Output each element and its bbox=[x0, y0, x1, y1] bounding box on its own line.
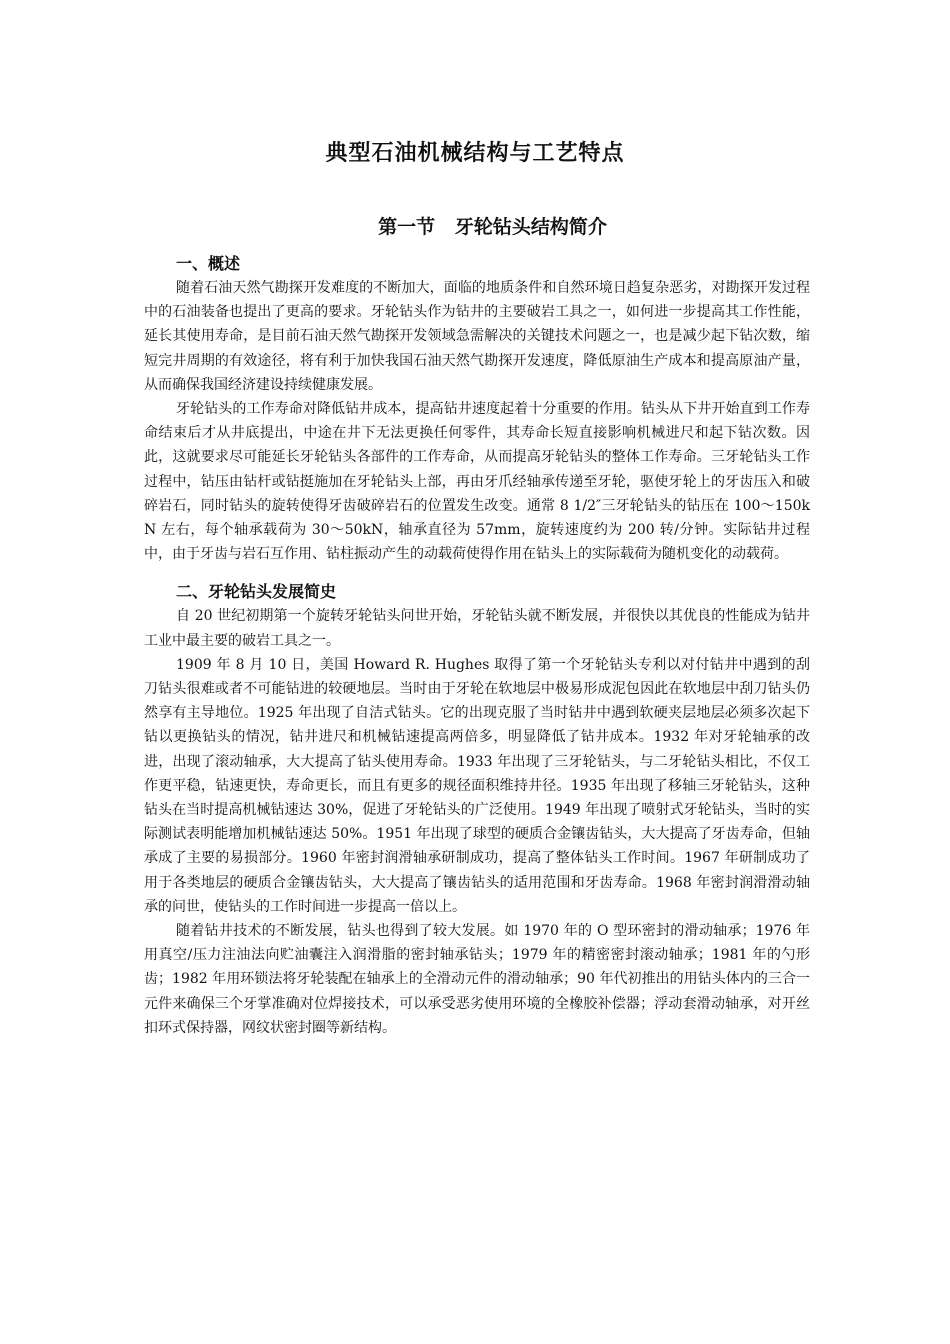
subsection-heading-overview: 一、概述 bbox=[176, 254, 241, 273]
paragraph: 随着石油天然气勘探开发难度的不断加大，面临的地质条件和自然环境日趋复杂恶劣，对勘探开发过程中的石油装备也提出了更高的要求。牙轮钻头作为钻井的主要破岩工具之一，如何进一步提高其工作性能，延长其使用寿命，是目前石油天然气勘探开发领域急需解决的关键技术问题之一，也是减少起下钻次数，缩短完井周期的有效途径，将有利于加快我国石油天然气勘探开发速度，降低原油生产成本和提高原油产量，从而确保我国经济建设持续健康发展。 bbox=[144, 280, 810, 393]
paragraph: 牙轮钻头的工作寿命对降低钻井成本，提高钻井速度起着十分重要的作用。钻头从下井开始直到工作寿命结束后才从井底提出，中途在井下无法更换任何零件，其寿命长短直接影响机械进尺和起下钻次数。因此，这就要求尽可能延长牙轮钻头各部件的工作寿命，从而提高牙轮钻头的整体工作寿命。三牙轮钻头工作过程中，钻压由钻杆或钻挺施加在牙轮钻头上部，再由牙爪经轴承传递至牙轮，驱使牙轮上的牙齿压入和破碎岩石，同时钻头的旋转使得牙齿破碎岩石的位置发生改变。通常 8 1/2″三牙轮钻头的钻压在 100～150kN 左右，每个轴承载荷为 30～50kN，轴承直径为 57mm，旋转速度约为 200 转/分钟。实际钻井过程中，由于牙齿与岩石互作用、钻柱振动产生的动载荷使得作用在钻头上的实际载荷为随机变化的动载荷。 bbox=[144, 401, 810, 563]
paragraph: 自 20 世纪初期第一个旋转牙轮钻头问世开始，牙轮钻头就不断发展，并很快以其优良的性能成为钻井工业中最主要的破岩工具之一。 bbox=[144, 608, 810, 649]
section-title: 第一节 牙轮钻头结构简介 bbox=[378, 216, 607, 238]
paragraph: 1909 年 8 月 10 日，美国 Howard R. Hughes 取得了第一个牙轮钻头专利以对付钻井中遇到的刮刀钻头很难或者不可能钻进的较硬地层。当时由于牙轮在软地层中极易形成泥包因此在软地层中刮刀钻头仍然享有主导地位。1925 年出现了自洁式钻头。它的出现克服了当时钻井中遇到软硬夹层地层必须多次起下钻以更换钻头的情况，钻井进尺和机械钻速提高两倍多，明显降低了钻井成本。1932 年对牙轮轴承的改进，出现了滚动轴承，大大提高了钻头使用寿命。1933 年出现了三牙轮钻头，与二牙轮钻头相比，不仅工作更平稳，钻速更快，寿命更长，而且有更多的规径面积维持井径。1935 年出现了移轴三牙轮钻头，这种钻头在当时提高机械钻速达 30%，促进了牙轮钻头的广泛使用。1949 年出现了喷射式牙轮钻头，当时的实际测试表明能增加机械钻速达 50%。1951 年出现了球型的硬质合金镶齿钻头，大大提高了牙齿寿命，但轴承成了主要的易损部分。1960 年密封润滑轴承研制成功，提高了整体钻头工作时间。1967 年研制成功了用于各类地层的硬质合金镶齿钻头，大大提高了镶齿钻头的适用范围和牙齿寿命。1968 年密封润滑滑动轴承的问世，使钻头的工作时间进一步提高一倍以上。 bbox=[144, 656, 810, 915]
subsection-heading-history: 二、牙轮钻头发展简史 bbox=[176, 582, 337, 602]
document-title: 典型石油机械结构与工艺特点 bbox=[325, 141, 625, 166]
paragraph: 随着钻井技术的不断发展，钻头也得到了较大发展。如 1970 年的 O 型环密封的滑动轴承；1976 年用真空/压力注油法向贮油囊注入润滑脂的密封轴承钻头；1979 年的精密密封滚动轴承；1981 年的勺形齿；1982 年用环锁法将牙轮装配在轴承上的全滑动元件的滑动轴承；90 年代初推出的用钻头体内的三合一元件来确保三个牙掌准确对位焊接技术，可以承受恶劣使用环境的全橡胶补偿器；浮动套滑动轴承，对开丝扣环式保持器，网纹状密封圈等新结构。 bbox=[144, 923, 810, 1036]
document-body bbox=[144, 252, 810, 1040]
